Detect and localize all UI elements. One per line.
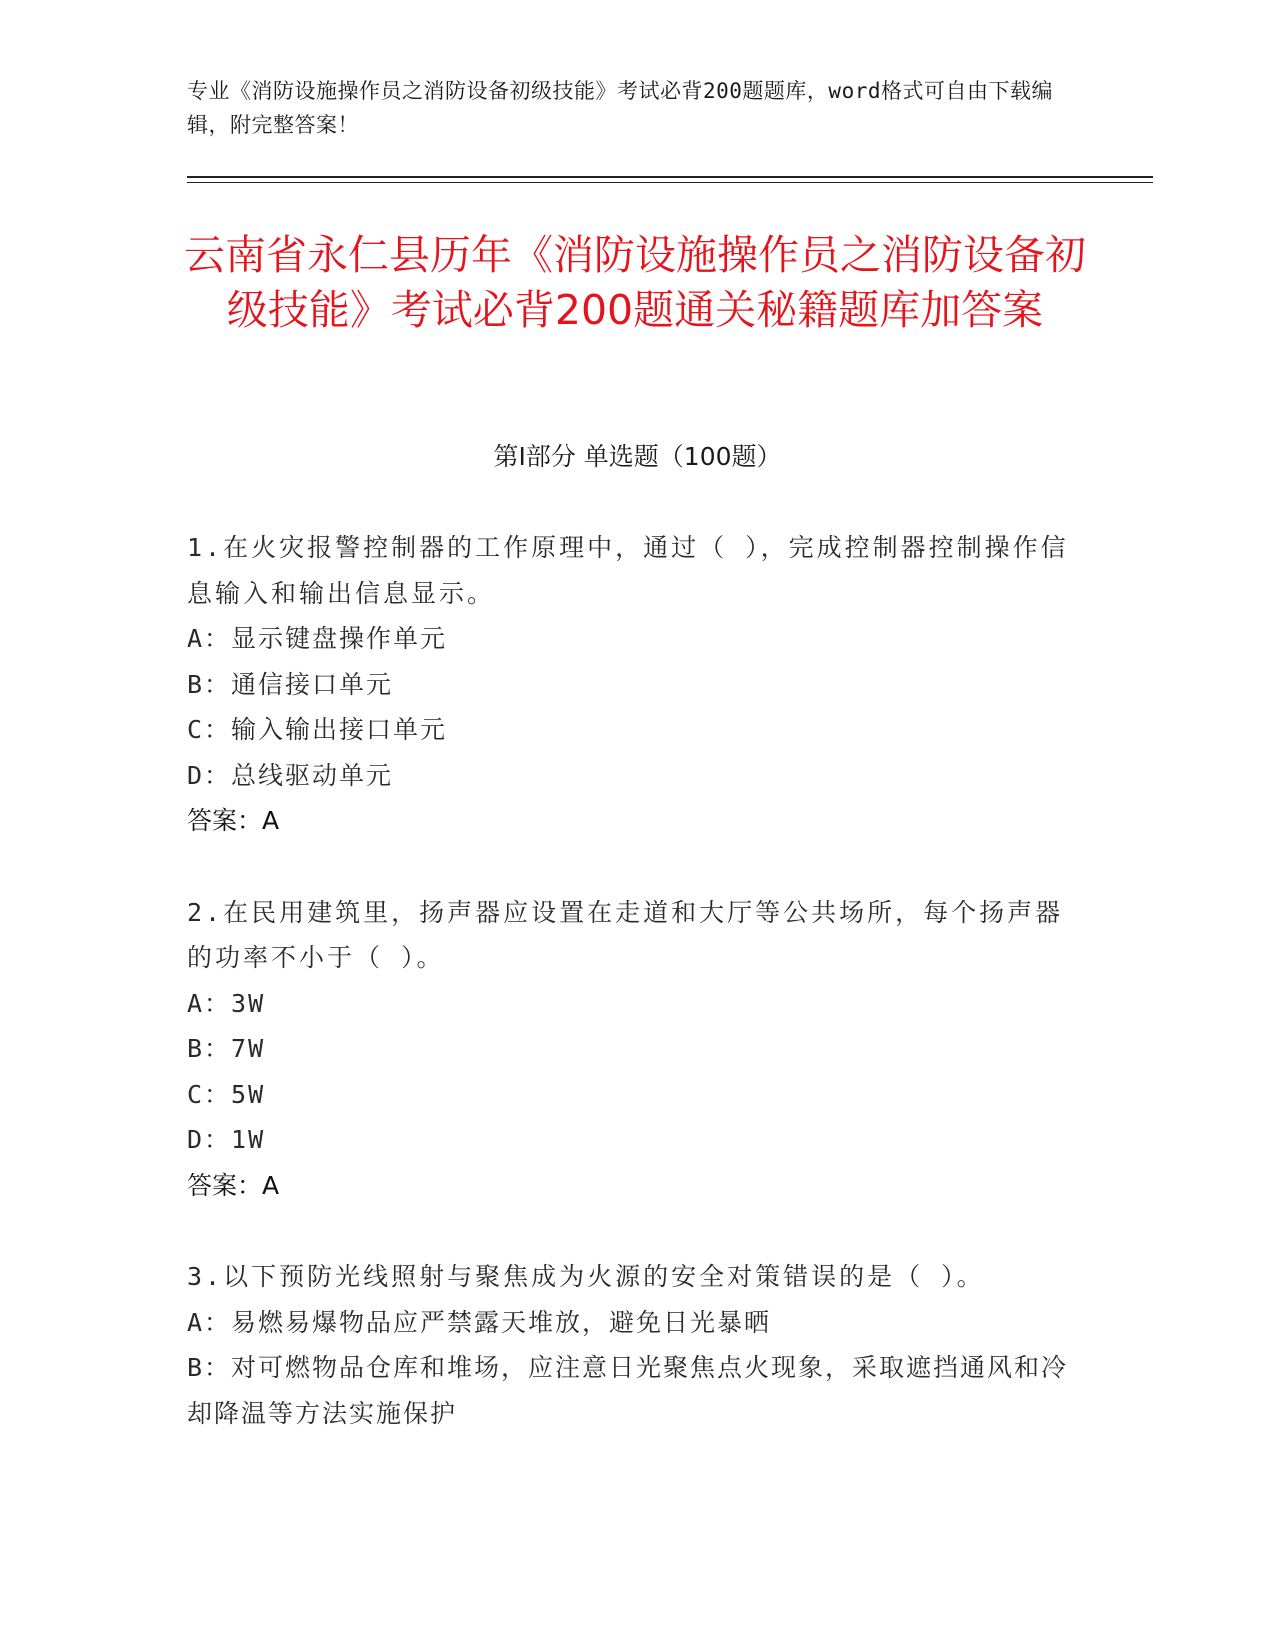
header-note: 专业《消防设施操作员之消防设备初级技能》考试必背200题题库，word格式可自由下载编辑，附完整答案！ <box>187 79 1053 137</box>
option-d: D：总线驱动单元 <box>187 760 394 790</box>
option-b: B：7W <box>187 1034 266 1063</box>
question-stem: 2.在民用建筑里，扬声器应设置在走道和大厅等公共场所，每个扬声器的功率不小于（ ）。 <box>187 897 1064 972</box>
header-divider-thick <box>187 176 1153 178</box>
option-a: A：显示键盘操作单元 <box>187 624 448 653</box>
option-c: C：5W <box>187 1079 266 1109</box>
section-heading: 第Ⅰ部分 单选题（100题） <box>493 442 782 471</box>
question-stem: 1.在火灾报警控制器的工作原理中，通过（ ），完成控制器控制操作信息输入和输出信息显示。 <box>187 533 1069 608</box>
question-stem: 3.以下预防光线照射与聚焦成为火源的安全对策错误的是（ ）。 <box>187 1262 985 1291</box>
option-a: A：易燃易爆物品应严禁露天堆放，避免日光暴晒 <box>187 1307 772 1337</box>
question-item <box>187 1254 1087 1436</box>
option-c: C：输入输出接口单元 <box>187 715 448 744</box>
question-item <box>187 890 1087 1209</box>
option-a: A：3W <box>187 988 266 1018</box>
answer-line: 答案：A <box>187 1170 280 1200</box>
header-divider-thin <box>187 182 1153 183</box>
option-d: D：1W <box>187 1125 266 1154</box>
option-b: B：通信接口单元 <box>187 669 394 699</box>
answer-line: 答案：A <box>187 806 280 835</box>
question-list <box>187 525 1087 1482</box>
question-item <box>187 525 1087 844</box>
option-b: B：对可燃物品仓库和堆场，应注意日光聚焦点火现象，采取遮挡通风和冷却降温等方法实施保护 <box>187 1353 1069 1428</box>
document-title: 云南省永仁县历年《消防设施操作员之消防设备初级技能》考试必背200题通关秘籍题库加答案 <box>184 231 1086 334</box>
